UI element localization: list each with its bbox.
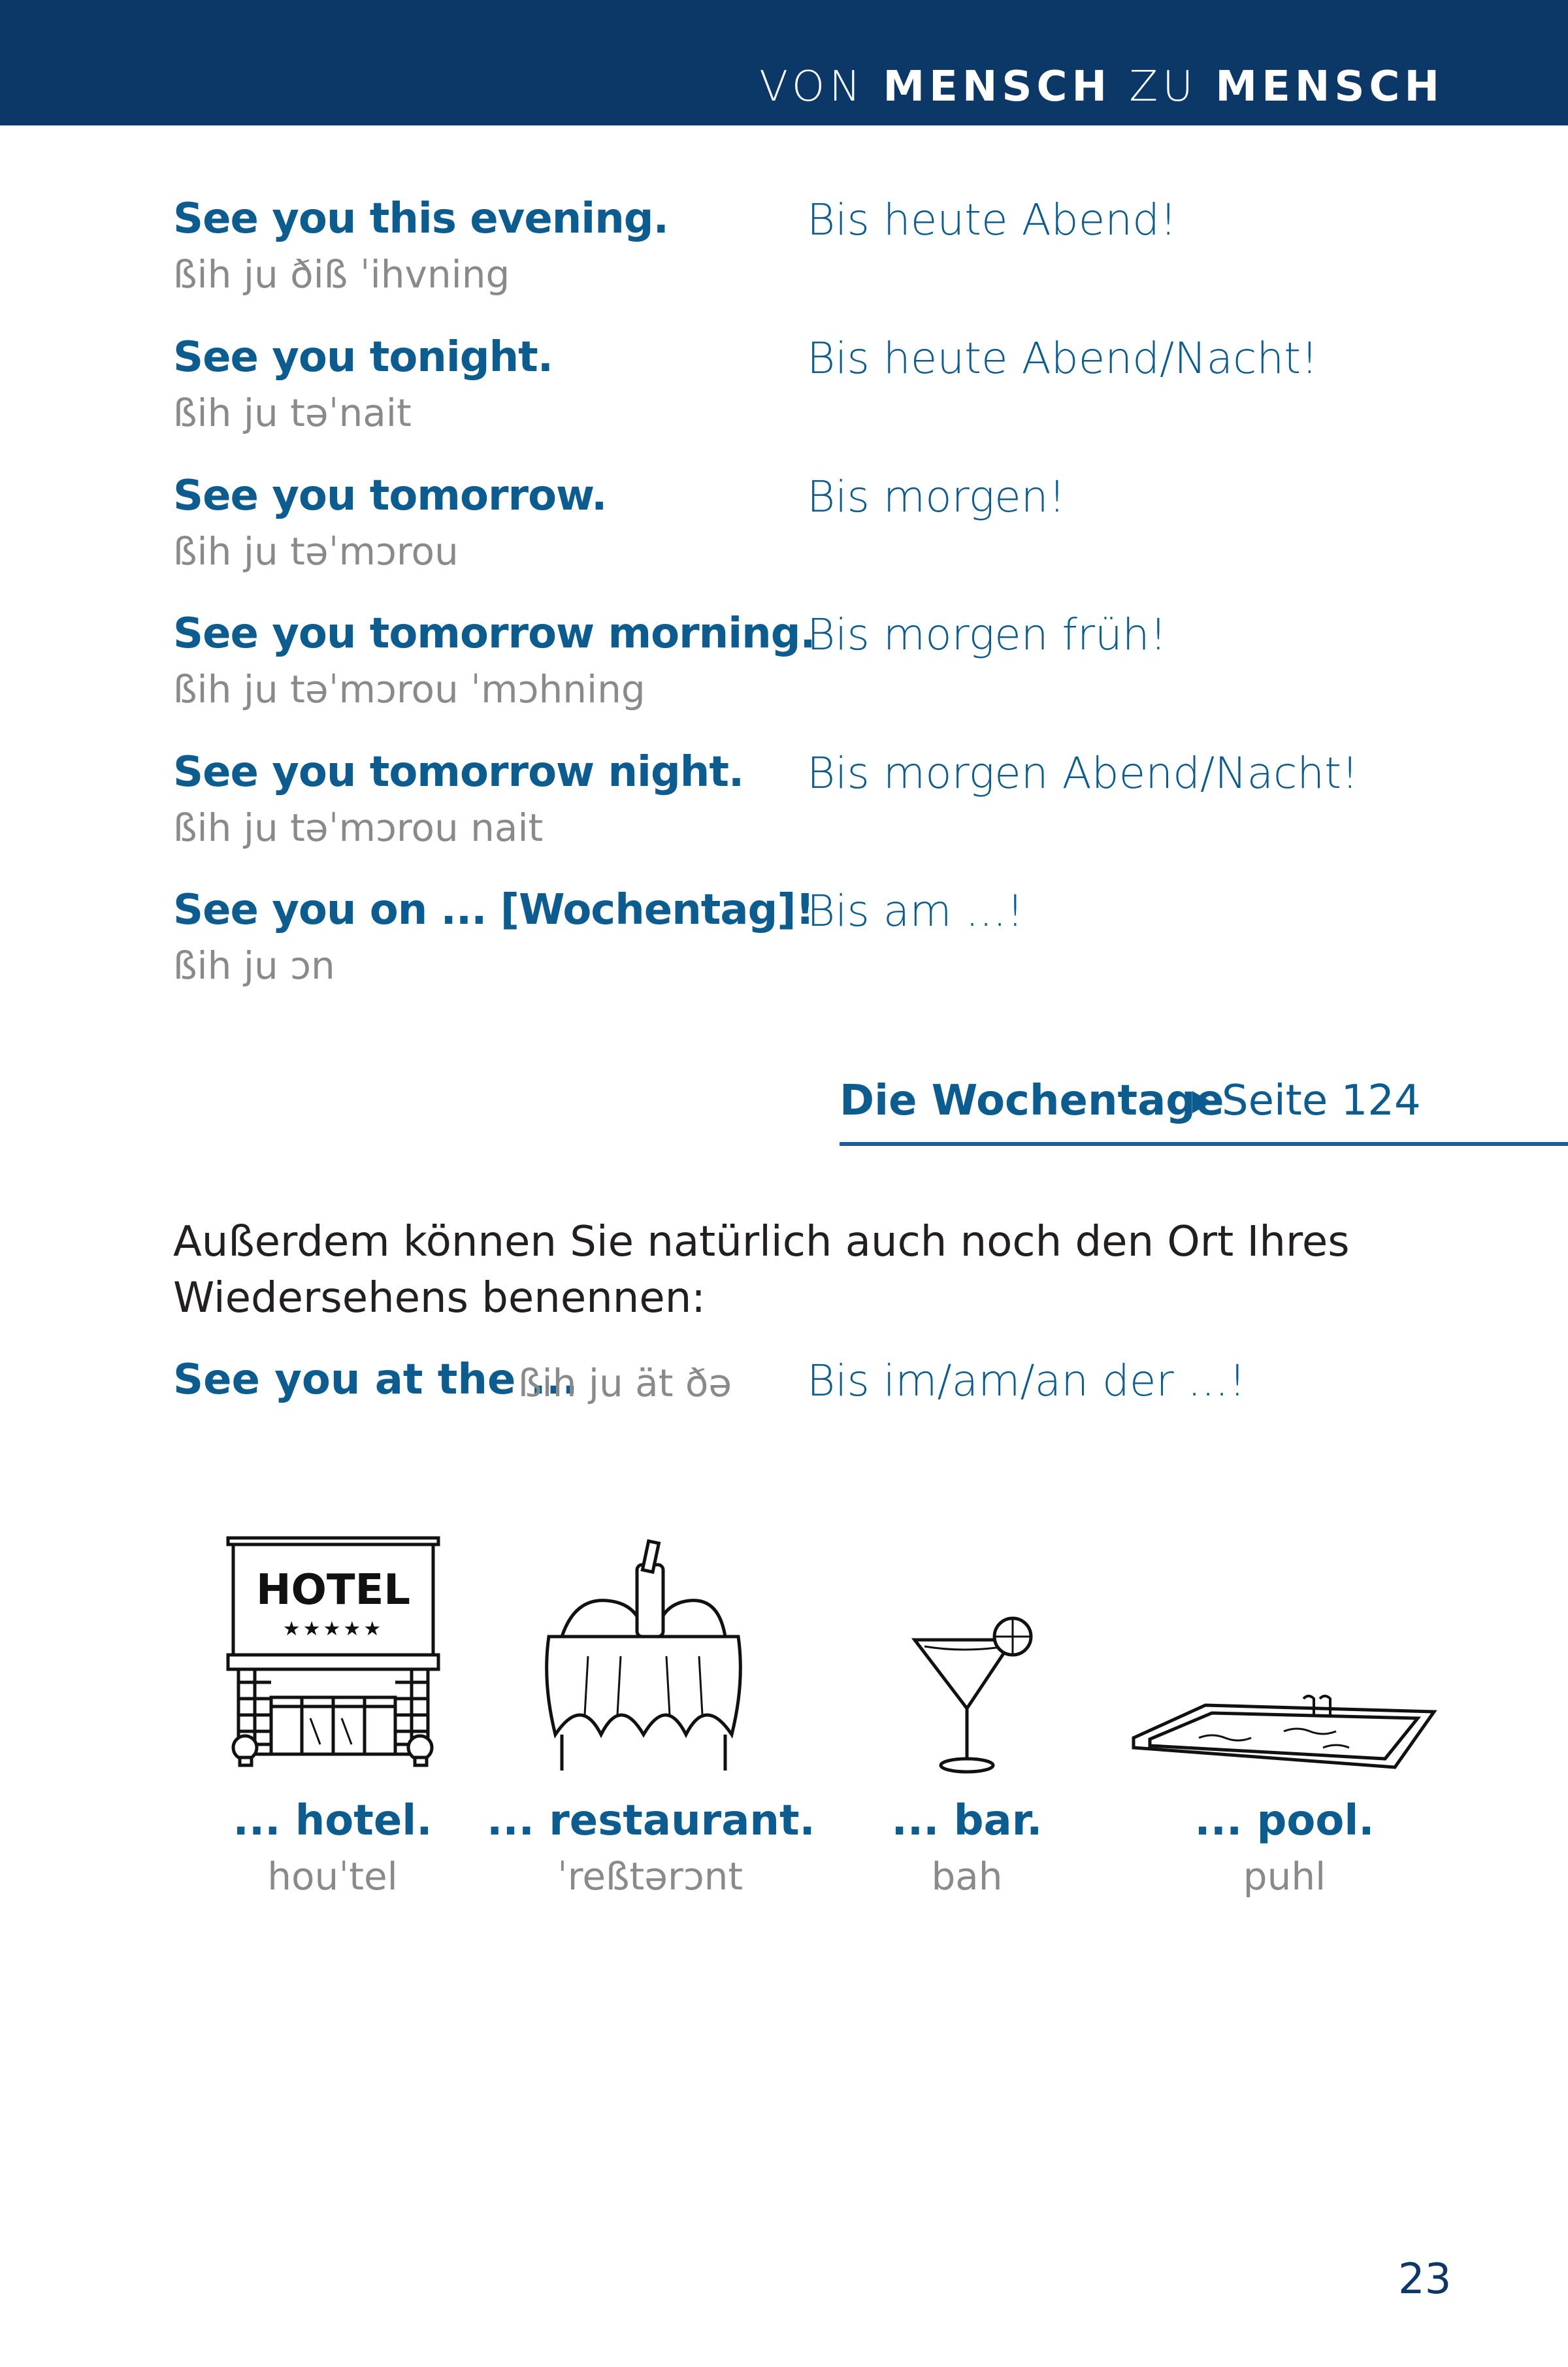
pronunciation: ßih ju ɔn (173, 943, 335, 988)
english-phrase: See you on ... [Wochentag]! (173, 886, 814, 934)
place-caption (487, 1797, 813, 1899)
page-number: 23 (1398, 2255, 1452, 2304)
crossref-title: Die Wochentage (840, 1077, 1224, 1125)
hotel-sign-text: HOTEL (255, 1566, 411, 1614)
phrase-row (173, 748, 1480, 872)
english-phrase: See you at the ... (173, 1356, 578, 1404)
english-phrase: See you tomorrow morning. (173, 610, 815, 658)
place-phrase-row (173, 1356, 1480, 1421)
german-translation: Bis heute Abend! (807, 195, 1177, 245)
phrase-row (173, 472, 1480, 596)
phrase-row (173, 333, 1480, 457)
hotel-stars: ★★★★★ (282, 1618, 384, 1641)
pronunciation: ßih ju ðiß ˈihvning (173, 252, 510, 297)
place-word: ... hotel. (233, 1797, 433, 1845)
german-translation: Bis im/am/an der ...! (807, 1356, 1247, 1406)
place-word: ... bar. (891, 1797, 1043, 1845)
phrase-row (173, 886, 1480, 1010)
german-translation: Bis morgen früh! (807, 610, 1168, 660)
phrase-row (173, 195, 1480, 319)
restaurant-table-icon (536, 1539, 751, 1780)
hotel-icon (225, 1535, 441, 1777)
pronunciation: ßih ju ät ðə (518, 1361, 732, 1405)
pronunciation: ßih ju təˈmɔrou nait (173, 806, 544, 850)
place-pronunciation: puhl (1243, 1854, 1326, 1899)
section-title (759, 63, 1444, 111)
header-word: MENSCH (1215, 63, 1444, 111)
triangle-right-icon (1192, 1091, 1212, 1113)
place-pronunciation: houˈtel (267, 1854, 398, 1899)
body-paragraph: Außerdem können Sie natürlich auch noch den Ort Ihres Wiedersehens benennen: (173, 1218, 1350, 1322)
place-caption (169, 1797, 496, 1899)
english-phrase: See you tonight. (173, 333, 553, 382)
crossref-box[interactable] (840, 1077, 1568, 1146)
german-translation: Bis morgen Abend/Nacht! (807, 748, 1359, 798)
swimming-pool-icon (1127, 1692, 1441, 1777)
place-caption (1121, 1797, 1448, 1899)
place-pronunciation: ˈreßtərɔnt (557, 1854, 743, 1899)
phrase-row (173, 610, 1480, 734)
header-word: ZU (1129, 63, 1198, 111)
place-caption (804, 1797, 1130, 1899)
pronunciation: ßih ju təˈnait (173, 391, 412, 435)
place-word: ... restaurant. (487, 1797, 815, 1845)
cocktail-glass-icon (911, 1614, 1042, 1784)
header-word: MENSCH (883, 63, 1112, 111)
page-header-bar (0, 0, 1568, 125)
german-translation: Bis am ...! (807, 886, 1024, 936)
german-translation: Bis heute Abend/Nacht! (807, 333, 1318, 384)
pronunciation: ßih ju təˈmɔrou (173, 529, 459, 574)
place-pronunciation: bah (931, 1854, 1003, 1899)
pronunciation: ßih ju təˈmɔrou ˈmɔhning (173, 667, 645, 711)
place-word: ... pool. (1194, 1797, 1375, 1845)
english-phrase: See you tomorrow night. (173, 748, 744, 796)
english-phrase: See you tomorrow. (173, 472, 607, 520)
crossref-page-link[interactable]: Seite 124 (1222, 1077, 1421, 1125)
english-phrase: See you this evening. (173, 195, 668, 243)
header-word: VON (759, 63, 866, 111)
german-translation: Bis morgen! (807, 472, 1066, 522)
